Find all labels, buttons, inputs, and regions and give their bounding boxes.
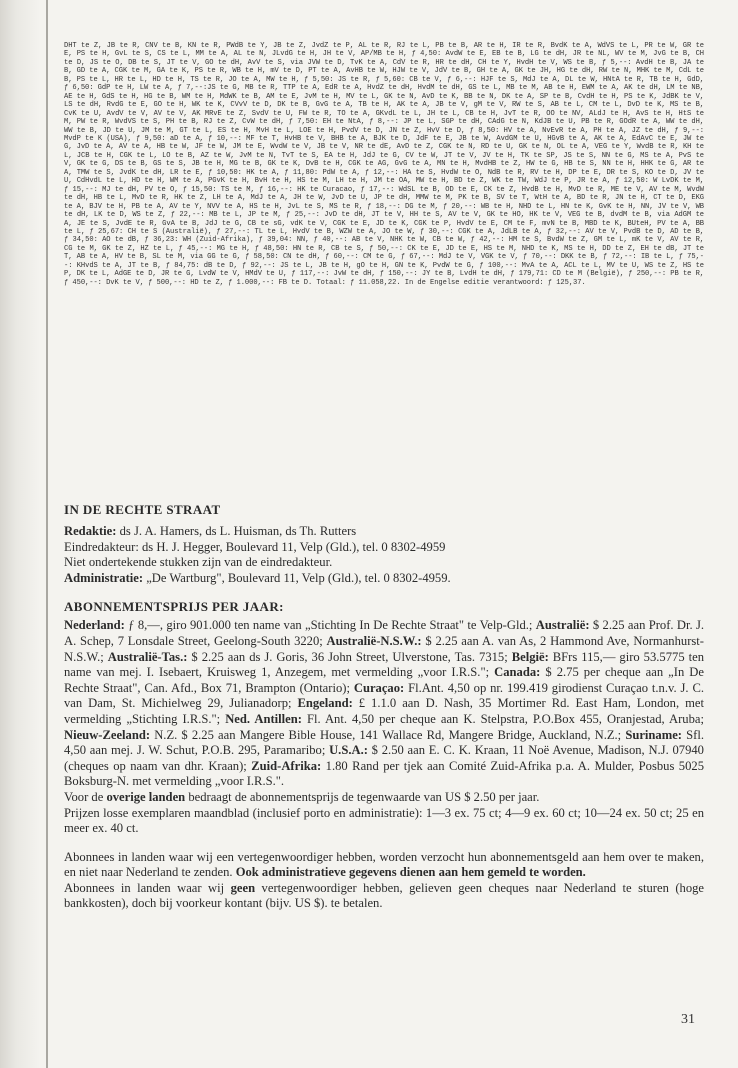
- sub-label: Australië-N.S.W.:: [326, 633, 422, 648]
- sub-label: Curaçao:: [353, 680, 405, 695]
- overige-post: bedraagt de abonnementsprijs de tegenwaarde van US $ 2.50 per jaar.: [185, 789, 540, 804]
- binding-line: [46, 0, 48, 1068]
- page-number: 31: [681, 1012, 695, 1027]
- sub-text: N.Z. $ 2.25 aan Mangere Bible House, 141 Wallace Rd, Mangere Bridge, Auckland, N.Z.;: [150, 727, 626, 742]
- losse-exemplaren-line: Prijzen losse exemplaren maandblad (inclusief porto en administratie): 1—3 ex. 75 ct; 4—9 ex. 60 ct; 10—24 ex. 50 ct; 25 en meer ex. 40 ct.: [64, 805, 704, 836]
- note1-bold: Ook administratieve gegevens dienen aan hem gemeld te worden.: [235, 865, 586, 880]
- overige-landen-line: [64, 790, 704, 806]
- sub-label: Australië:: [535, 618, 590, 633]
- donation-list-paragraph: DHT te Z, JB te R, CNV te B, KN te R, PWdB te Y, JB te Z, JvdZ te P, AL te R, RJ te L, PB te B, AR te H, IR te R, BvdK te A, WdVS te L, PR te W, GR te E, PS te H, GvL te S, CS te L, MM te A, AL te N, JLvdG te H, JH te V, AP/MB te H, ƒ 4,50: AvdW te E, EB te B, LG te dH, JR te NL, WV te M, JvG te B, CH te D, JS te O, DB te S, JT te V, GO te dH, AvV te S, via JVW te D, TvK te A, CdV te R, HR te dH, CH te Y, HvdH te V, WS te B, ƒ 5,--: AvdH te B, JA te B, GD te A, CGK te M, GA te K, PS te R, WB te H, mV te D, PT te A, AvHB te W, HJW te V, JdV te B, GH te A, GK te JH, HG te dH, RW te N, MHK te M, CdL te B, PS te L, HR te L, HD te H, TS te R, JO te A, MW te H, ƒ 5,50: JS te R, ƒ 5,60: CB te V, ƒ 6,--: HJF te S, MdJ te A, DL te W, HNtA te R, TB te H, GdD, ƒ 6,50: GdP te H, LW te A, ƒ 7,--:JS te G, MB te R, TTP te A, EdR te A, HvdZ te dH, HvdM te dH, GS te L, MB te M, AB te H, EWM te A, AK te dH, LM te NB, AE te H, GdS te H, HG te B, WM te H, MdWK te B, AM te E, JvM te H, MV te L, GK te N, AvD te K, BB te N, DK te A, SP te B, CvdH te H, PS te K, JdBK te V, LS te dH, RvdG te E, GO te H, WK te K, CVvV te D, DK te B, GvG te A, TB te H, AK te A, JB te V, gM te V, RW te S, AB te L, CM te L, DvD te K, MS te B, CvK te U, AvdV te V, AV te V, AK MRvE te Z, SvdV te U, FW te R, TO te A, GKvdL te L, JH te L, CB te H, JvT te R, OO te NV, ALdJ te H, AvS te H, HtS te M, PW te R, WvdVS te S, PH te B, RJ te Z, CvW te dH, ƒ 7,50: EH te NtA, ƒ 8,--: JP te L, SGP te dH, CAdG te N, KdJB te U, PB te R, GOdR te A, WW te dH, WW te B, JD te U, JM te M, GT te L, ES te H, MvH te L, LOE te H, PvdV te D, JN te Z, HvV te D, ƒ 8,50: HV te A, NvEvR te A, PH te A, JZ te dH, ƒ 9,--: MvdP te K (USA), ƒ 9,50: aD te A, ƒ 10,--: MF te T, HvHB te V, BHB te A, BJK te D, JdF te E, JB te W, AvdGM te U, HGvB te A, AK te A, EdAvC te E, JW te G, JvD te A, AV te A, HB te W, JF te W, JM te E, WvdW te V, JB te V, NR te dE, AvD te Z, CGK te N, RD te U, GK te N, OL te A, VEG te Y, WvdB te R, KH te L, JCB te H, CGK te L, LO te B, AZ te W, JvM te N, TvT te S, EA te H, JdJ te G, CV te W, JT te V, JV te H, TK te SP, JS te S, NN te G, MS te A, PvS te V, GK te G, DS te B, GS te S, JB te H, MG te B, GK te K, DvB te H, CGK te AG, GvG te A, MN te H, MvdHB te Z, HW te G, HB te S, NN te H, HHK te G, AR te A, TMW te S, JvdK te dH, LR te E, ƒ 10,50: HK te A, ƒ 11,80: PdW te A, ƒ 12,--: HA te S, HvdW te O, NdB te R, RV te H, DP te E, DR te S, KO te D, JV te U, CdHvdL te L, HD te H, WM te A, PGvK te H, BvH te H, HS te M, LH te H, JM te OA, MW te H, BD te Z, WK te TW, WdJ te P, JR te A, ƒ 12,50: W LvDK te M, ƒ 15,--: MJ te dH, PV te O, ƒ 15,50: TS te M, ƒ 16,--: HK te Curacao, ƒ 17,--: WdSL te B, OD te E, CK te Z, HvdB te H, MvD te R, ME te V, AV te M, WvdW te dH, HB te L, MvD te R, HK te Z, LH te A, MdJ te A, JH te W, JvD te U, JP te dH, MMW te M, PK te B, SV te T, WtH te A, BD te R, JN te H, CT te D, EKG te A, BJV te H, PB te A, AV te Y, NVV te A, HS te H, JvL te S, MS te R, ƒ 18,--: DG te M, ƒ 20,--: WB te H, NHD te L, HN te K, GvK te H, NN, JV te V, WB te dH, LK te D, WS te Z, ƒ 22,--: MB te L, JP te M, ƒ 25,--: JvD te dH, JT te V, HH te S, AV te V, GK te HO, HK te V, VEG te B, dvdM te B, via AdGM te A, JE te S, JvdE te R, GvA te B, JdJ te G, CB te sG, vdK te V, CGK te E, JD te K, CGK te P, HvdV te E, CM te F, mvN te B, MBD te K, BUteH, PV te A, BB te L, ƒ 25,67: CH te S (Australië), ƒ 27,--: TL te L, HvdV te B, WZW te A, JO te W, ƒ 30,--: CGK te A, JdLB te A, ƒ 32,--: AV te V, PvdB te D, AD te B, ƒ 34,50: AO te dB, ƒ 36,23: WH (Zuid-Afrika), ƒ 39,04: NN, ƒ 40,--: AB te V, NHK te W, CB te W, ƒ 42,--: HM te S, BvdW te Z, GM te L, mK te V, AV te R, CG te M, GK te Z, HZ te L, ƒ 45,--: MG te H, ƒ 48,50: HN te R, CB te S, ƒ 50,--: CK te E, JD te E, HS te M, NHD te K, MS te H, DD te Z, EH te dB, JT te T, AB te A, HV te B, SL te M, via GG te G, ƒ 58,50: CN te dH, ƒ 60,--: CM te G, ƒ 67,--: MdJ te V, VGK te V, ƒ 70,--: DKK te B, ƒ 72,--: IB te L, ƒ 75,--: KHvdS te A, JT te B, ƒ 84,75: dB te D, ƒ 92,--: JS te L, JB te H, gO te H, GN te K, PvdW te G, ƒ 100,--: MvA te A, ACL te L, MV te U, WS te Z, HS te P, DK te L, AdGE te D, JR te G, LvdW te V, HMdV te U, ƒ 117,--: JvW te dH, ƒ 150,--: JY te B, LvdH te dH, ƒ 179,71: CD te M (België), ƒ 250,--: PB te R, ƒ 450,--: DvK te V, ƒ 500,--: HD te Z, ƒ 1.000,--: FB te D. Totaal: ƒ 11.058,22. In de Engelse editie verantwoord: ƒ 125,37.: [64, 42, 704, 287]
- redaktie-text: ds J. A. Hamers, ds L. Huisman, ds Th. Rutters: [116, 524, 357, 538]
- sub-text: ƒ 8,—, giro 901.000 ten name van „Stichting In De Rechte Straat" te Velp-Gld.;: [124, 618, 536, 633]
- administratie-text: „De Wartburg", Boulevard 11, Velp (Gld.), tel. 0 8302-4959.: [143, 570, 451, 585]
- sub-label: Nieuw-Zeeland:: [64, 727, 151, 742]
- sub-label: U.S.A.:: [329, 743, 368, 758]
- note1-text: Abonnees in landen waar wij een vertegenwoordiger hebben, worden verzocht hun abonnementsgeld aan hem over te maken, en niet naar Nederland te zenden.: [64, 849, 704, 880]
- sub-label: Ned. Antillen:: [225, 711, 302, 726]
- sub-text: Sfl. 4,50 aan mej. J. W. Schut, P.O.B. 295, Paramaribo;: [64, 727, 704, 758]
- note2-post: vertegenwoordiger hebben, gelieven geen cheques naar Nederland te sturen (hoge bankkosten), doch bij voorkeur kontant (bijv. US $). te betalen.: [64, 880, 704, 911]
- colophon-heading: IN DE RECHTE STRAAT: [64, 502, 221, 517]
- redaktie-line: [64, 524, 704, 540]
- note-representative: [64, 850, 704, 881]
- sub-label: Nederland:: [64, 618, 125, 633]
- sub-text: $ 2.25 aan Prof. Dr. J. A. Schep, 7 Lonsdale Street, Geelong-South 3220;: [64, 618, 704, 648]
- sub-label: Australië-Tas.:: [107, 649, 188, 664]
- administratie-label: Administratie:: [64, 570, 144, 585]
- sub-label: Suriname:: [625, 727, 682, 742]
- administratie-line: [64, 571, 704, 587]
- sub-text: £ 1.1.0 aan D. Nash, 35 Mortimer Rd. East Ham, London, met vermelding „Stichting I.R.S.";: [64, 696, 704, 726]
- sub-label: België:: [511, 649, 549, 664]
- disclaimer-line: Niet ondertekende stukken zijn van de eindredakteur.: [64, 555, 333, 570]
- sub-text: Fl. Ant. 4,50 per cheque aan K. Stelpstra, P.O.Box 455, Oranjestad, Aruba;: [301, 711, 704, 726]
- sub-text: $ 2.50 aan E. C. K. Kraan, 11 Noë Avenue, Madison, N.J. 07940 (cheques op naam van dhr. Kraan);: [64, 743, 704, 773]
- sub-text: 1.80 Rand per tjek aan Comité Zuid-Afrika p.a. A. Mulder, Posbus 5025 Boksburg-N. met vermelding „voor I.R.S.".: [64, 758, 704, 789]
- main-text: [64, 502, 704, 912]
- sub-text: $ 2.25 aan A. van As, 2 Hammond Ave, Normanhurst-N.S.W.;: [64, 633, 704, 664]
- subscriptions-heading: ABONNEMENTSPRIJS PER JAAR:: [64, 599, 284, 615]
- redaktie-label: Redaktie:: [64, 524, 117, 538]
- note-no-representative: [64, 881, 704, 912]
- sub-text: Fl.Ant. 4,50 op nr. 199.419 girodienst Curaçao t.n.v. J. C. van Dam, St. Michielweg 29, Julianadorp;: [64, 680, 704, 711]
- eindredakteur-line: Eindredakteur: ds H. J. Hegger, Boulevard 11, Velp (Gld.), tel. 0 8302-4959: [64, 539, 446, 554]
- subscriptions-paragraph: [64, 618, 704, 790]
- sub-text: $ 2.75 per cheque aan „In De Rechte Straat", Can. Afd., Box 71, Brampton (Ontario);: [64, 665, 704, 695]
- overige-pre: Voor de: [64, 789, 107, 804]
- note2-pre: Abonnees in landen waar wij: [64, 880, 231, 895]
- note2-bold: geen: [230, 880, 256, 895]
- sub-label: Canada:: [494, 665, 541, 680]
- overige-bold: overige landen: [106, 789, 186, 804]
- sub-text: BFrs 115,— giro 53.5775 ten name van mej. I. Isebaert, Kruisweg 1, Anzegem, met vermelding „voor I.R.S.";: [64, 649, 704, 680]
- sub-label: Zuid-Afrika:: [251, 758, 322, 773]
- sub-label: Engeland:: [297, 696, 353, 711]
- sub-text: $ 2.25 aan ds J. Goris, 36 John Street, Ulverstone, Tas. 7315;: [187, 649, 512, 664]
- page-fold-shadow: [0, 0, 40, 1068]
